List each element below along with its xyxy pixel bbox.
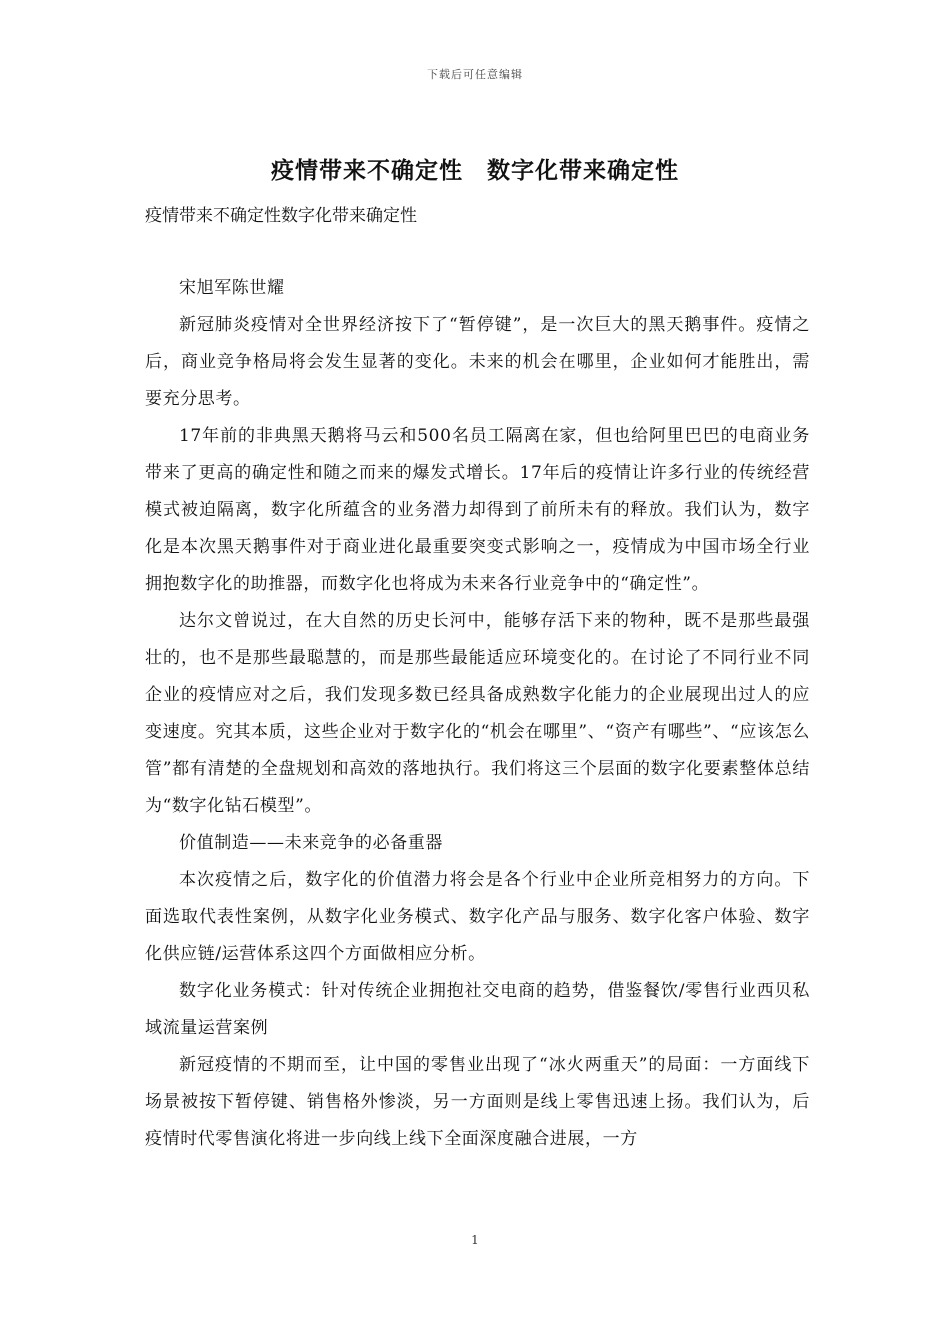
paragraph: 达尔文曾说过，在大自然的历史长河中，能够存活下来的物种，既不是那些最强壮的，也不是那些最聪慧的，而是那些最能适应环境变化的。在讨论了不同行业不同企业的疫情应对之后，我们发现多数已经具备成熟数字化能力的企业展现出过人的应变速度。究其本质，这些企业对于数字化的“机会在哪里”、“资产有哪些”、“应该怎么管”都有清楚的全盘规划和高效的落地执行。我们将这三个层面的数字化要素整体总结为“数字化钻石模型”。 bbox=[145, 611, 810, 816]
page-number: 1 bbox=[471, 1233, 479, 1247]
document-subtitle: 疫情带来不确定性数字化带来确定性 bbox=[145, 206, 417, 226]
paragraph: 数字化业务模式：针对传统企业拥抱社交电商的趋势，借鉴餐饮/零售行业西贝私域流量运营案例 bbox=[145, 981, 810, 1038]
paragraph: 本次疫情之后，数字化的价值潜力将会是各个行业中企业所竞相努力的方向。下面选取代表性案例，从数字化业务模式、数字化产品与服务、数字化客户体验、数字化供应链/运营体系这四个方面做相应分析。 bbox=[145, 870, 810, 964]
document-title: 疫情带来不确定性 数字化带来确定性 bbox=[271, 158, 679, 184]
section-heading: 价值制造——未来竞争的必备重器 bbox=[179, 833, 443, 853]
header-note: 下载后可任意编辑 bbox=[427, 68, 523, 81]
paragraph: 新冠疫情的不期而至，让中国的零售业出现了“冰火两重天”的局面：一方面线下场景被按下暂停键、销售格外惨淡，另一方面则是线上零售迅速上扬。我们认为，后疫情时代零售演化将进一步向线上线下全面深度融合进展，一方 bbox=[145, 1055, 810, 1149]
paragraph: 17年前的非典黑天鹅将马云和500名员工隔离在家，但也给阿里巴巴的电商业务带来了更高的确定性和随之而来的爆发式增长。17年后的疫情让许多行业的传统经营模式被迫隔离，数字化所蕴含的业务潜力却得到了前所未有的释放。我们认为，数字化是本次黑天鹅事件对于商业进化最重要突变式影响之一，疫情成为中国市场全行业拥抱数字化的助推器，而数字化也将成为未来各行业竞争中的“确定性”。 bbox=[145, 426, 810, 594]
document-body bbox=[145, 270, 810, 1158]
paragraph: 新冠肺炎疫情对全世界经济按下了“暂停键”，是一次巨大的黑天鹅事件。疫情之后，商业竞争格局将会发生显著的变化。未来的机会在哪里，企业如何才能胜出，需要充分思考。 bbox=[145, 315, 810, 409]
author-line: 宋旭军陈世耀 bbox=[179, 278, 285, 298]
